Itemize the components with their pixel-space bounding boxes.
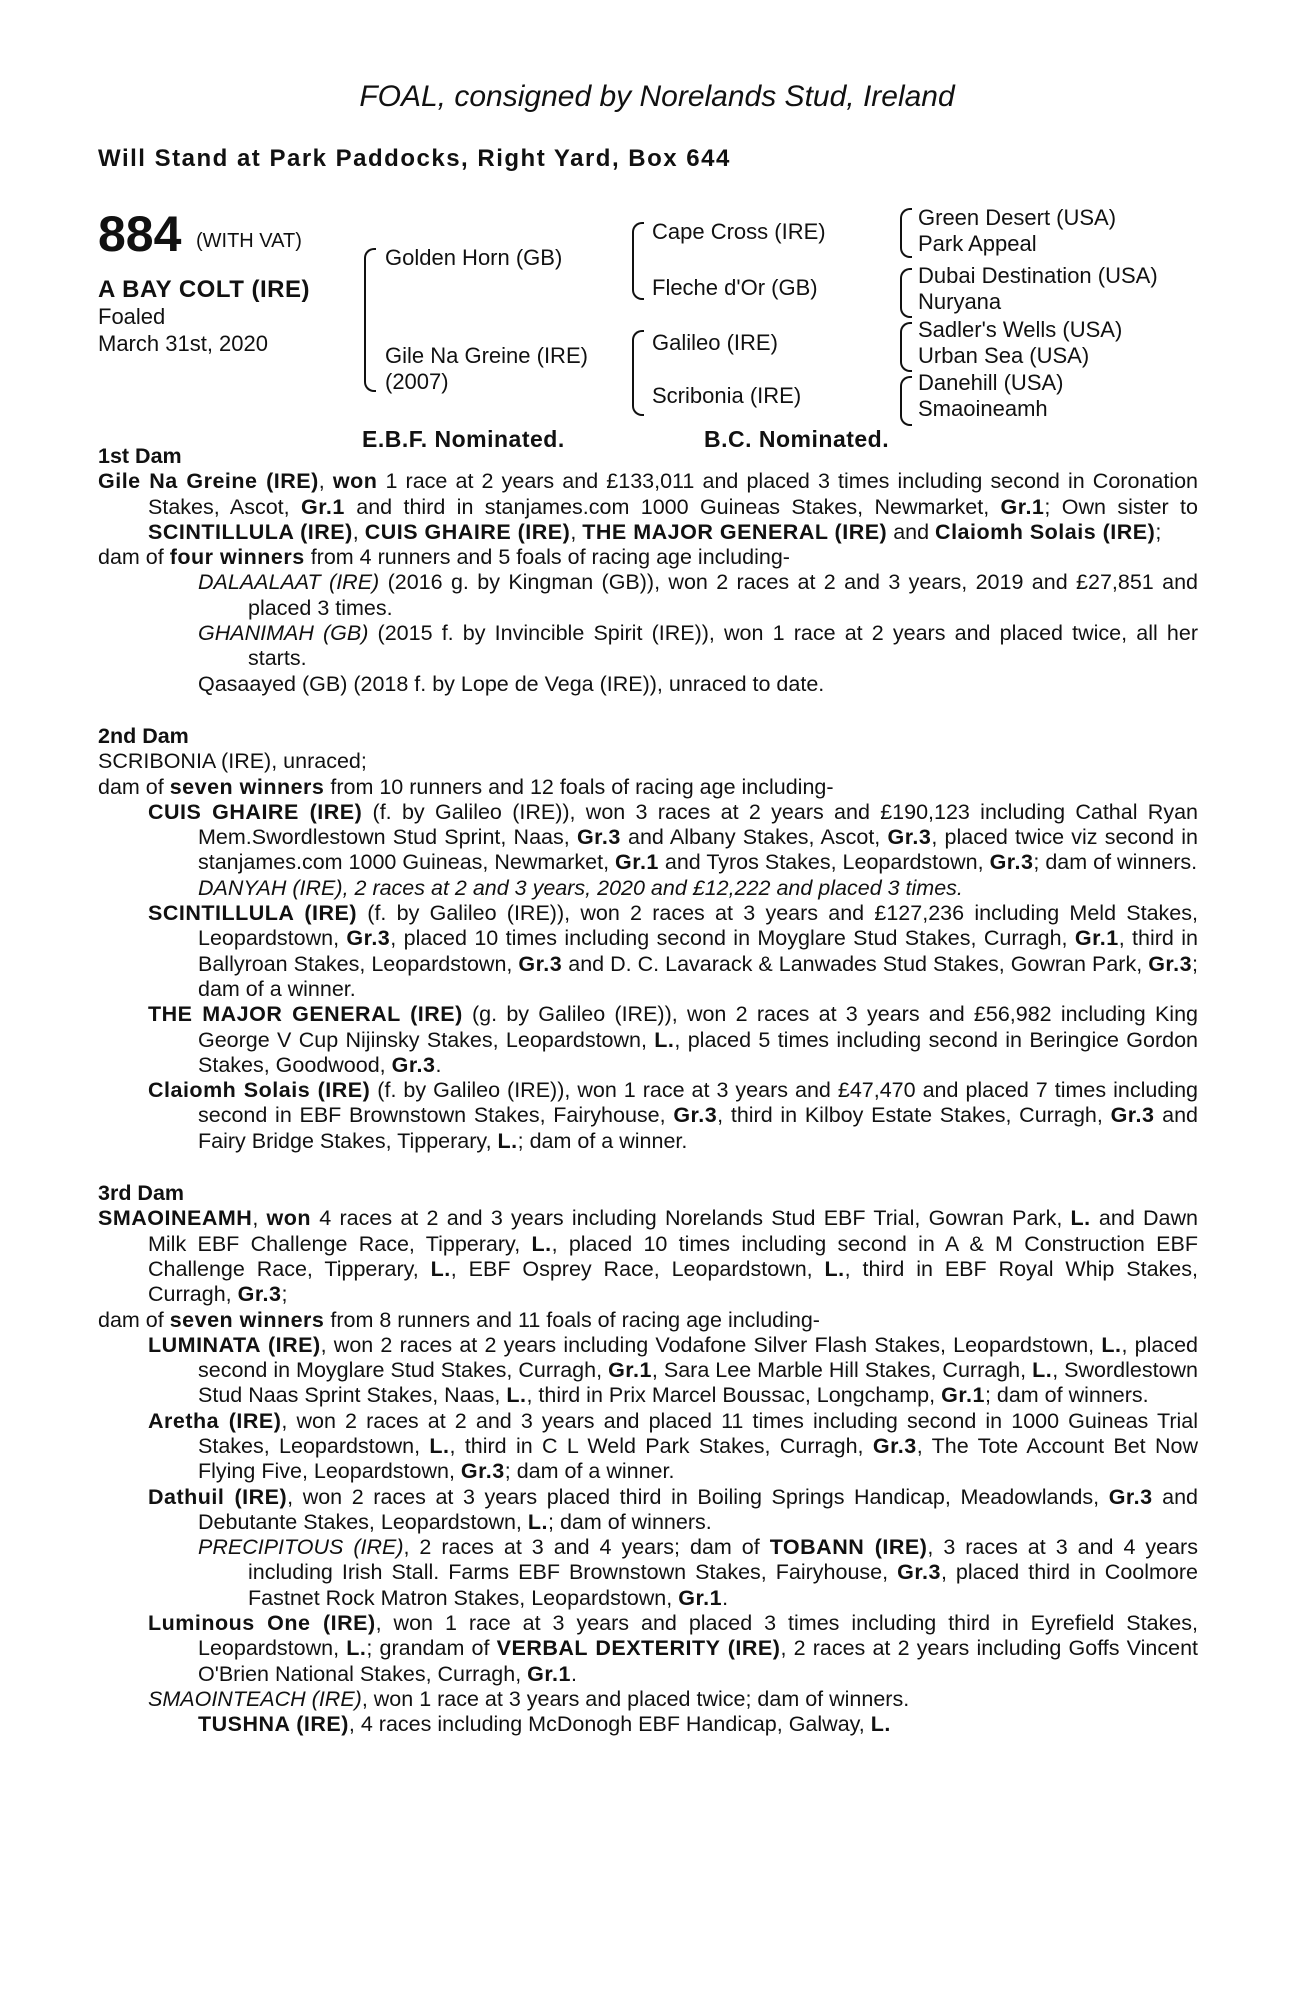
lot-number: 884 [98, 206, 182, 262]
third-dam-produce-item [98, 1687, 1198, 1712]
text-run: ; dam of a winner. [504, 1459, 675, 1484]
text-run: , Swordlestown Stud Naas Sprint Stakes, Naas, [198, 1358, 1198, 1408]
bold-text-run: L. [1032, 1358, 1053, 1383]
text-run: 4 races at 2 and 3 years including Norelands Stud EBF Trial, Gowran Park, [311, 1206, 1071, 1231]
bold-text-run: Gr.3 [673, 1103, 718, 1128]
bold-text-run: CUIS GHAIRE (IRE) [148, 799, 363, 824]
g2-name: Park Appeal [918, 231, 1037, 256]
consignor-line: FOAL, consigned by Norelands Stud, Ireland [359, 80, 955, 113]
pedigree-bracket-g3 [900, 322, 912, 372]
bold-text-run: Gr.3 [887, 825, 932, 850]
bold-text-run: Gr.3 [518, 951, 563, 976]
bold-text-run: Gr.3 [1110, 1103, 1155, 1128]
text-run: . [435, 1052, 442, 1077]
bold-text-run: THE MAJOR GENERAL (IRE) [582, 519, 888, 544]
text-run: , [352, 519, 365, 544]
g4-name: Nuryana [918, 289, 1002, 314]
bold-text-run: Gr.1 [527, 1661, 571, 1686]
text-run: , placed twice viz second in stanjames.com 1000 Guineas, Newmarket, [198, 825, 1198, 875]
bold-text-run: TUSHNA (IRE) [198, 1712, 349, 1737]
dam-year: (2007) [385, 369, 449, 394]
italic-text-run: , 2 races at 2 and 3 years, 2020 and £12,222 and placed 3 times. [342, 875, 963, 900]
pedigree-bracket-g1 [900, 208, 912, 258]
text-run: ; dam of a winner. [517, 1128, 688, 1153]
lot-title: A BAY COLT (IRE) [98, 276, 311, 303]
bold-text-run: Aretha (IRE) [148, 1408, 282, 1433]
text-run: , third in Ballyroan Stakes, Leopardstown, [198, 926, 1198, 976]
second-dam-produce-item [98, 800, 1198, 876]
text-run: Qasaayed (GB) (2018 f. by Lope de Vega (IRE)), unraced to date. [198, 671, 825, 696]
text-run: . [571, 1661, 577, 1686]
text-run: , 3 races at 3 and 4 years including Irish Stall. Farms EBF Brownstown Stakes, Fairyhouse, [248, 1535, 1198, 1585]
pedigree-bracket-sire [632, 222, 644, 300]
italic-text-run: SMAOINTEACH (IRE) [148, 1686, 362, 1711]
second-dam-summary [98, 749, 1198, 774]
bold-text-run: L. [346, 1636, 367, 1661]
second-dam-produce-item [98, 1002, 1198, 1078]
text-run: ; [281, 1282, 288, 1307]
bold-text-run: Luminous One (IRE) [148, 1611, 376, 1636]
third-dam-produce-item [98, 1333, 1198, 1409]
bold-text-run: Gr.3 [1108, 1484, 1153, 1509]
bold-text-run: L. [824, 1256, 845, 1281]
bold-text-run: Gr.3 [391, 1052, 436, 1077]
text-run: and Tyros Stakes, Leopardstown, [658, 850, 990, 875]
foaled-date: March 31st, 2020 [98, 331, 268, 356]
dam-sire-name: Galileo (IRE) [652, 330, 778, 355]
second-dam-produce-intro [98, 775, 1198, 800]
third-dam-produce-item [98, 1409, 1198, 1485]
text-run: , [252, 1206, 267, 1231]
text-run: (f. by Galileo (IRE)), won 1 race at 3 years and £47,470 and placed 7 times including second in EBF Brownstown Stakes, Fairyhouse, [198, 1078, 1198, 1128]
text-run: ; Own sister to [1044, 494, 1198, 519]
bold-text-run: Gr.3 [897, 1560, 941, 1585]
bold-text-run: Gr.1 [941, 1383, 985, 1408]
third-dam-summary [98, 1206, 1198, 1307]
text-run: dam of [98, 774, 170, 799]
text-run: and D. C. Lavarack & Lanwades Stud Stakes, Gowran Park, [562, 951, 1149, 976]
text-run: ; grandam of [366, 1636, 497, 1661]
bold-text-run: Gr.1 [1074, 926, 1119, 951]
text-run: (2015 f. by Invincible Spirit (IRE)), won 1 race at 2 years and placed twice, all her starts. [248, 621, 1198, 671]
third-dam-produce-item [98, 1712, 1198, 1737]
bold-text-run: Gr.3 [989, 850, 1034, 875]
bold-text-run: CUIS GHAIRE (IRE) [364, 519, 571, 544]
bold-text-run: THE MAJOR GENERAL (IRE) [148, 1002, 463, 1027]
italic-text-run: DALAALAAT (IRE) [198, 570, 380, 595]
text-run: and Dawn Milk EBF Challenge Race, Tipperary, [148, 1206, 1198, 1256]
bold-text-run: Gr.3 [1148, 951, 1193, 976]
pedigree-bracket-g2 [900, 268, 912, 318]
text-run: from 8 runners and 11 foals of racing age including- [324, 1307, 820, 1332]
text-run: ; dam of a winner. [198, 951, 1199, 1001]
pedigree-bracket-g4 [900, 376, 912, 426]
g5-name: Sadler's Wells (USA) [918, 317, 1123, 342]
first-dam-produce-item [98, 672, 1198, 697]
pedigree-bracket-dam [632, 330, 644, 416]
bold-text-run: Gr.1 [1000, 494, 1045, 519]
text-run: and Albany Stakes, Ascot, [620, 825, 888, 850]
bold-text-run: Gr.3 [346, 926, 391, 951]
italic-text-run: PRECIPITOUS (IRE) [198, 1535, 404, 1560]
second-dam-produce-item [98, 876, 1198, 901]
text-run: , Sara Lee Marble Hill Stakes, Curragh, [651, 1358, 1033, 1383]
text-run: , third in EBF Royal Whip Stakes, Curragh, [148, 1256, 1198, 1307]
sire-name: Golden Horn (GB) [385, 245, 563, 270]
text-run: , 2 races at 2 years including Goffs Vincent O'Brien National Stakes, Curragh, [198, 1636, 1199, 1686]
text-run: dam of [98, 545, 170, 570]
bold-text-run: Claiomh Solais (IRE) [935, 519, 1156, 544]
bold-text-run: Claiomh Solais (IRE) [148, 1078, 371, 1103]
bold-text-run: L. [430, 1256, 451, 1281]
second-dam-produce-item [98, 901, 1198, 1002]
text-run: , placed 5 times including second in Beringice Gordon Stakes, Goodwood, [198, 1027, 1198, 1077]
bold-text-run: LUMINATA (IRE) [148, 1332, 321, 1357]
third-dam-produce-item [98, 1485, 1198, 1536]
bold-text-run: L. [506, 1383, 527, 1408]
text-run: , third in Prix Marcel Boussac, Longchamp, [526, 1383, 942, 1408]
bold-text-run: VERBAL DEXTERITY (IRE) [496, 1636, 781, 1661]
bold-text-run: won [332, 469, 378, 494]
first-dam-produce-intro [98, 545, 1198, 570]
text-run: (f. by Galileo (IRE)), won 3 races at 2 years and £190,123 including Cathal Ryan Mem.Swordlestown Stud Sprint, Naas, [198, 799, 1198, 850]
g7-name: Danehill (USA) [918, 370, 1064, 395]
text-run: , won 2 races at 2 and 3 years and placed 11 times including second in 1000 Guineas Trial Stakes, Leopardstown, [198, 1408, 1198, 1458]
text-run: ; dam of winners. [548, 1509, 712, 1534]
third-dam-produce-intro [98, 1308, 1198, 1333]
text-run: , The Tote Account Bet Now Flying Five, Leopardstown, [198, 1433, 1198, 1484]
first-dam-summary [98, 469, 1198, 545]
text-run: , EBF Osprey Race, Leopardstown, [450, 1256, 825, 1281]
third-dam-produce-item [98, 1611, 1198, 1687]
bold-text-run: Dathuil (IRE) [148, 1484, 288, 1509]
bold-text-run: Gr.3 [460, 1459, 505, 1484]
bold-text-run: L. [429, 1433, 450, 1458]
bold-text-run: L. [497, 1128, 518, 1153]
bold-text-run: Gile Na Greine (IRE) [98, 469, 319, 494]
bc-nominated: B.C. Nominated. [704, 426, 890, 452]
bold-text-run: Gr.3 [576, 825, 621, 850]
sire-dam-name: Fleche d'Or (GB) [652, 275, 818, 300]
bold-text-run: L. [1101, 1332, 1122, 1357]
first-dam-produce-item [98, 570, 1198, 621]
text-run: 1 race at 2 years and £133,011 and placed 3 times including second in Coronation Stakes, Ascot, [148, 469, 1198, 519]
text-run: , won 1 race at 3 years and placed twice; dam of winners. [361, 1686, 910, 1711]
text-run: , 2 races at 3 and 4 years; dam of [403, 1535, 770, 1560]
text-run: , placed 10 times including second in A & M Construction EBF Challenge Race, Tipperary, [148, 1231, 1198, 1281]
bold-text-run: Gr.3 [872, 1433, 917, 1458]
dam-dam-name: Scribonia (IRE) [652, 383, 802, 408]
text-run: , won 1 race at 3 years and placed 3 times including third in Eyrefield Stakes, Leopardstown, [198, 1611, 1198, 1661]
bold-text-run: Gr.1 [301, 494, 345, 519]
text-run: ; [1155, 519, 1162, 544]
text-run: , placed third in Coolmore Fastnet Rock Matron Stakes, Leopardstown, [248, 1560, 1198, 1610]
text-run: SCRIBONIA (IRE), unraced; [98, 749, 367, 774]
dam-name: Gile Na Greine (IRE) [385, 343, 588, 368]
text-run: , won 2 races at 3 years placed third in Boiling Springs Handicap, Meadowlands, [287, 1484, 1109, 1509]
g1-name: Green Desert (USA) [918, 205, 1117, 230]
vat-note: (WITH VAT) [196, 230, 302, 252]
second-dam-produce-item [98, 1078, 1198, 1154]
bold-text-run: TOBANN (IRE) [769, 1535, 928, 1560]
first-dam-heading: 1st Dam [98, 444, 182, 468]
bold-text-run: L. [870, 1712, 891, 1737]
text-run: from 10 runners and 12 foals of racing age including- [324, 774, 834, 799]
text-run: (f. by Galileo (IRE)), won 2 races at 3 years and £127,236 including Meld Stakes, Leopardstown, [198, 901, 1198, 951]
text-run: ; dam of winners. [1033, 850, 1198, 875]
third-dam-heading: 3rd Dam [98, 1181, 185, 1206]
bold-text-run: Gr.3 [237, 1282, 282, 1307]
text-run: , won 2 races at 2 years including Vodafone Silver Flash Stakes, Leopardstown, [320, 1332, 1102, 1357]
first-dam-produce-item [98, 621, 1198, 672]
bold-text-run: seven winners [169, 774, 325, 799]
foaled-label: Foaled [98, 304, 166, 329]
bold-text-run: Gr.1 [615, 850, 659, 875]
text-run: and Fairy Bridge Stakes, Tipperary, [198, 1103, 1198, 1153]
g6-name: Urban Sea (USA) [918, 343, 1090, 368]
bold-text-run: Gr.1 [608, 1358, 652, 1383]
sire-sire-name: Cape Cross (IRE) [652, 219, 826, 244]
text-run: . [722, 1585, 729, 1610]
bold-text-run: SCINTILLULA (IRE) [148, 901, 358, 926]
italic-text-run: DANYAH (IRE) [198, 875, 343, 900]
bold-text-run: four winners [169, 545, 305, 570]
text-run: ; dam of winners. [984, 1383, 1149, 1408]
italic-text-run: GHANIMAH (GB) [198, 621, 369, 646]
text-run: , 4 races including McDonogh EBF Handicap, Galway, [348, 1712, 871, 1737]
ebf-nominated: E.B.F. Nominated. [362, 426, 565, 452]
produce-record [98, 444, 1198, 1738]
bold-text-run: SMAOINEAMH [98, 1206, 253, 1231]
text-run: (g. by Galileo (IRE)), won 2 races at 3 years and £56,982 including King George V Cup Nijinsky Stakes, Leopardstown, [198, 1002, 1198, 1052]
second-dam-heading: 2nd Dam [98, 723, 189, 748]
g3-name: Dubai Destination (USA) [918, 263, 1158, 288]
bold-text-run: seven winners [169, 1307, 325, 1332]
bold-text-run: won [266, 1206, 312, 1231]
bold-text-run: Gr.1 [678, 1585, 723, 1610]
bold-text-run: L. [1070, 1206, 1091, 1231]
g8-name: Smaoineamh [918, 396, 1048, 421]
stand-location: Will Stand at Park Paddocks, Right Yard, Box 644 [98, 145, 731, 172]
bold-text-run: L. [531, 1231, 552, 1256]
text-run: and Debutante Stakes, Leopardstown, [198, 1484, 1198, 1534]
text-run: dam of [98, 1307, 170, 1332]
bold-text-run: SCINTILLULA (IRE) [148, 519, 353, 544]
text-run: from 4 runners and 5 foals of racing age including- [304, 545, 790, 570]
bold-text-run: L. [654, 1027, 675, 1052]
pedigree-bracket-main [364, 248, 376, 392]
text-run: and [887, 519, 936, 544]
bold-text-run: L. [527, 1509, 548, 1534]
text-run: , [318, 469, 333, 494]
third-dam-produce-item [98, 1535, 1198, 1611]
text-run: , placed 10 times including second in Moyglare Stud Stakes, Curragh, [390, 926, 1075, 951]
text-run: , placed second in Moyglare Stud Stakes, Curragh, [198, 1332, 1198, 1383]
text-run: , third in Kilboy Estate Stakes, Curragh, [717, 1103, 1111, 1128]
text-run: (2016 g. by Kingman (GB)), won 2 races at 2 and 3 years, 2019 and £27,851 and placed 3 times. [248, 570, 1198, 620]
text-run: , [570, 519, 583, 544]
text-run: and third in stanjames.com 1000 Guineas Stakes, Newmarket, [344, 494, 1001, 519]
text-run: , third in C L Weld Park Stakes, Curragh, [449, 1433, 873, 1458]
